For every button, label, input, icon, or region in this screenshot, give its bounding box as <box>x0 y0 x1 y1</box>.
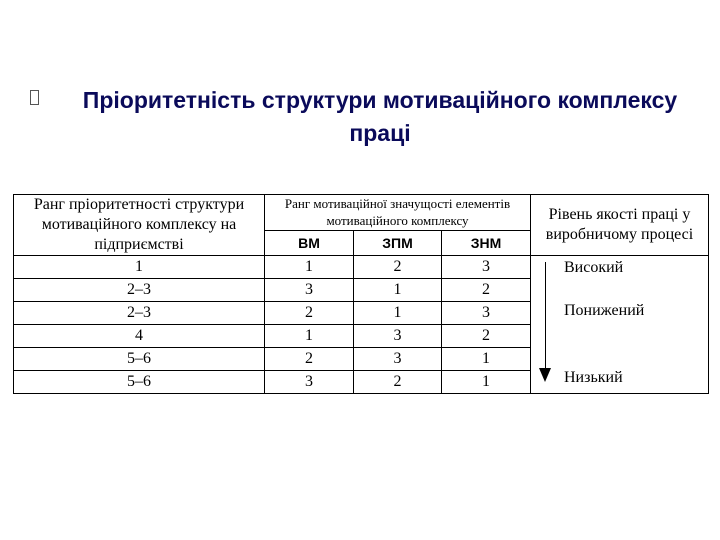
level-high: Високий <box>564 259 624 276</box>
rank-cell: 5–6 <box>14 371 265 394</box>
rank-cell: 1 <box>14 256 265 279</box>
header-significance: Ранг мотиваційної значущості елементів мотиваційного комплексу <box>265 195 531 231</box>
znm-cell: 3 <box>442 256 531 279</box>
znm-cell: 1 <box>442 348 531 371</box>
rank-cell: 2–3 <box>14 302 265 325</box>
subheader-zpm: ЗПМ <box>354 231 442 256</box>
subheader-znm: ЗНМ <box>442 231 531 256</box>
zpm-cell: 1 <box>354 279 442 302</box>
arrow-down-icon <box>545 262 546 368</box>
zpm-cell: 3 <box>354 348 442 371</box>
rank-cell: 4 <box>14 325 265 348</box>
znm-cell: 3 <box>442 302 531 325</box>
vm-cell: 2 <box>265 302 354 325</box>
arrow-head-icon <box>539 368 551 382</box>
vm-cell: 2 <box>265 348 354 371</box>
zpm-cell: 3 <box>354 325 442 348</box>
table-row <box>14 256 709 279</box>
znm-cell: 1 <box>442 371 531 394</box>
header-rank: Ранг пріоритетності структури мотиваційного комплексу на підприємстві <box>14 195 265 256</box>
vm-cell: 1 <box>265 325 354 348</box>
page-title: Пріоритетність структури мотиваційного комплексу праці <box>82 87 678 146</box>
vm-cell: 1 <box>265 256 354 279</box>
zpm-cell: 2 <box>354 371 442 394</box>
vm-cell: 3 <box>265 371 354 394</box>
zpm-cell: 2 <box>354 256 442 279</box>
vm-cell: 3 <box>265 279 354 302</box>
header-quality: Рівень якості праці у виробничому процесі <box>531 195 709 256</box>
quality-levels <box>531 256 709 394</box>
znm-cell: 2 <box>442 325 531 348</box>
priority-table <box>13 194 709 394</box>
znm-cell: 2 <box>442 279 531 302</box>
square-bullet-icon <box>30 90 39 105</box>
level-reduced: Понижений <box>564 302 645 319</box>
title-block <box>30 84 710 150</box>
rank-cell: 5–6 <box>14 348 265 371</box>
zpm-cell: 1 <box>354 302 442 325</box>
rank-cell: 2–3 <box>14 279 265 302</box>
subheader-vm: ВМ <box>265 231 354 256</box>
level-low: Низький <box>564 369 623 386</box>
